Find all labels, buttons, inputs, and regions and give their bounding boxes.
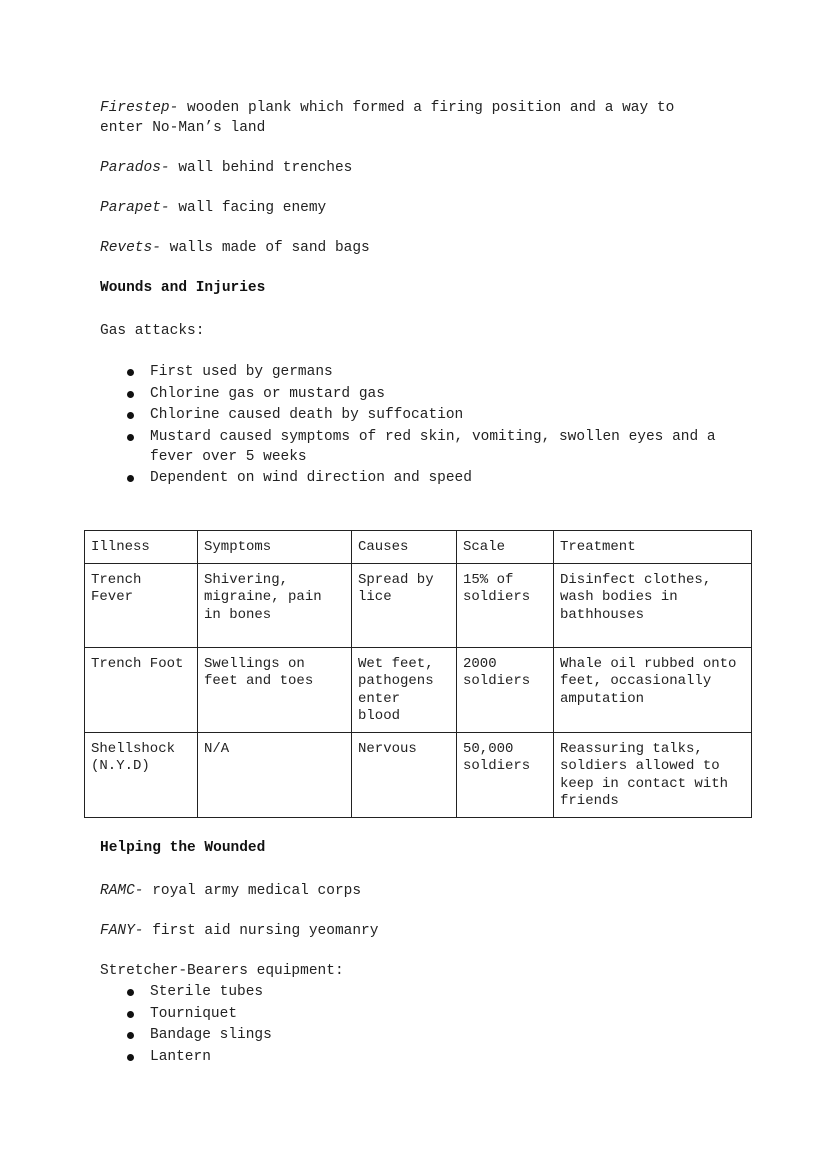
definition-firestep-continuation: enter No-Man’s land [100, 120, 266, 136]
list-item: Chlorine caused death by suffocation [124, 405, 720, 427]
definition-parapet-text: wall facing enemy [169, 200, 327, 216]
definition-revets-text: walls made of sand bags [160, 240, 370, 256]
cell-treatment: Reassuring talks, soldiers allowed to keep in contact with friends [554, 732, 752, 817]
cell-causes: Nervous [352, 732, 457, 817]
cell-illness: Shellshock (N.Y.D) [85, 732, 198, 817]
header-causes: Causes [352, 531, 457, 564]
definition-parados-text: wall behind trenches [169, 160, 353, 176]
list-item: Sterile tubes [124, 982, 272, 1004]
cell-symptoms: N/A [198, 732, 352, 817]
cell-causes: Spread by lice [352, 563, 457, 647]
cell-scale: 2000 soldiers [457, 647, 554, 732]
cell-causes: Wet feet, pathogens enter blood [352, 647, 457, 732]
list-item: First used by germans [124, 362, 720, 384]
bullet-icon [127, 1054, 134, 1061]
bullet-icon [127, 1011, 134, 1018]
list-item: Dependent on wind direction and speed [124, 468, 720, 490]
cell-illness: Trench Foot [85, 647, 198, 732]
term-parapet: Parapet- [100, 200, 170, 216]
list-item: Lantern [124, 1047, 272, 1069]
bullet-icon [127, 475, 134, 482]
cell-symptoms: Shivering, migraine, pain in bones [198, 563, 352, 647]
heading-wounds-injuries: Wounds and Injuries [100, 280, 266, 296]
list-item: Tourniquet [124, 1004, 272, 1026]
cell-scale: 50,000 soldiers [457, 732, 554, 817]
header-scale: Scale [457, 531, 554, 564]
definition-ramc [100, 881, 361, 901]
bullet-icon [127, 989, 134, 996]
definition-fany [100, 921, 378, 941]
term-parados: Parados- [100, 160, 170, 176]
equipment-list [124, 982, 272, 1068]
cell-scale: 15% of soldiers [457, 563, 554, 647]
cell-symptoms: Swellings on feet and toes [198, 647, 352, 732]
definition-firestep-text: wooden plank which formed a firing position and a way to [178, 100, 675, 116]
list-item: Bandage slings [124, 1025, 272, 1047]
cell-treatment: Disinfect clothes, wash bodies in bathhouses [554, 563, 752, 647]
cell-illness: Trench Fever [85, 563, 198, 647]
heading-helping-wounded: Helping the Wounded [100, 840, 266, 856]
list-item: Mustard caused symptoms of red skin, vomiting, swollen eyes and a fever over 5 weeks [124, 427, 720, 467]
illness-table [84, 530, 752, 818]
gas-attacks-list [124, 362, 720, 490]
term-fany: FANY- [100, 923, 144, 939]
definition-ramc-text: royal army medical corps [143, 883, 362, 899]
bullet-icon [127, 369, 134, 376]
definition-revets [100, 238, 370, 258]
bullet-icon [127, 412, 134, 419]
definition-parapet [100, 198, 326, 218]
term-ramc: RAMC- [100, 883, 144, 899]
bullet-icon [127, 1032, 134, 1039]
header-symptoms: Symptoms [198, 531, 352, 564]
definition-firestep [100, 98, 674, 118]
table-row [85, 563, 752, 647]
header-illness: Illness [85, 531, 198, 564]
table-header-row [85, 531, 752, 564]
definition-fany-text: first aid nursing yeomanry [143, 923, 379, 939]
cell-treatment: Whale oil rubbed onto feet, occasionally amputation [554, 647, 752, 732]
definition-parados [100, 158, 352, 178]
table-row [85, 647, 752, 732]
equipment-label: Stretcher-Bearers equipment: [100, 963, 344, 979]
gas-attacks-label: Gas attacks: [100, 323, 205, 339]
header-treatment: Treatment [554, 531, 752, 564]
term-revets: Revets- [100, 240, 161, 256]
list-item: Chlorine gas or mustard gas [124, 384, 720, 406]
table-row [85, 732, 752, 817]
bullet-icon [127, 434, 134, 441]
term-firestep: Firestep- [100, 100, 179, 116]
bullet-icon [127, 391, 134, 398]
